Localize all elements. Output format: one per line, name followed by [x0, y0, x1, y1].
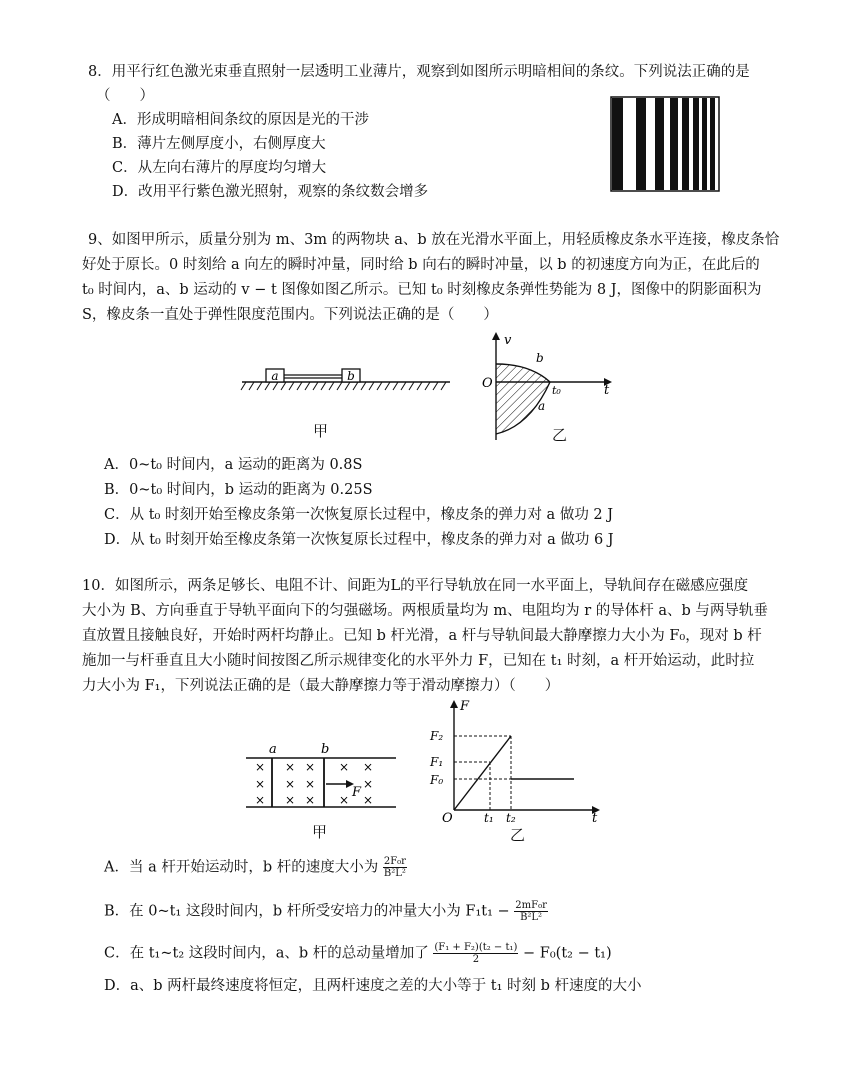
q10-figure-yi-ft-graph	[424, 696, 604, 826]
q9-block-b-label: b	[347, 369, 355, 383]
q9-caption-jia: 甲	[313, 422, 329, 440]
q10-caption-jia: 甲	[312, 823, 328, 841]
q10-option-b-fraction	[514, 900, 548, 923]
q10-field-mark: ×	[304, 793, 316, 807]
fraction-numerator: (F₁ + F₂)(t₂ − t₁)	[434, 942, 518, 953]
q10-field-mark: ×	[254, 777, 266, 791]
q10-field-mark: ×	[362, 777, 374, 791]
fraction-denominator: 2	[472, 954, 480, 965]
q10-option-c-text: C．在 t₁~t₂ 这段时间内，a、b 杆的总动量增加了	[104, 945, 429, 962]
q8-answer-bracket: （ ）	[96, 88, 154, 104]
q10-field-mark: ×	[338, 793, 350, 807]
q10-field-mark: ×	[284, 777, 296, 791]
q9-origin-label: O	[482, 376, 493, 391]
q10-field-mark: ×	[284, 760, 296, 774]
q10-field-mark: ×	[338, 760, 350, 774]
q10-field-mark: ×	[304, 777, 316, 791]
q8-option-d: D．改用平行紫色激光照射，观察的条纹数会增多	[112, 184, 429, 200]
q10-field-mark: ×	[362, 793, 374, 807]
q9-stem-line1: 9、如图甲所示，质量分别为 m、3m 的两物块 a、b 放在光滑水平面上，用轻质橡皮条水平连接，橡皮条恰	[88, 232, 780, 248]
q10-option-d: D．a、b 两杆最终速度将恒定，且两杆速度之差的大小等于 t₁ 时刻 b 杆速度的大小	[104, 978, 642, 994]
q10-force-label: F	[352, 785, 362, 800]
q10-option-c	[104, 942, 612, 965]
q10-f1-label: F₁	[430, 755, 444, 769]
q9-option-b: B．0~t₀ 时间内，b 运动的距离为 0.25S	[104, 482, 373, 498]
q8-option-c: C．从左向右薄片的厚度均匀增大	[112, 160, 327, 176]
q10-option-a	[104, 856, 407, 879]
q9-option-d: D．从 t₀ 时刻开始至橡皮条第一次恢复原长过程中，橡皮条的弹力对 a 做功 6 J	[104, 532, 614, 548]
q9-figure-jia	[236, 360, 456, 400]
q9-option-c: C．从 t₀ 时刻开始至橡皮条第一次恢复原长过程中，橡皮条的弹力对 a 做功 2 J	[104, 507, 614, 523]
q9-option-a: A．0~t₀ 时间内，a 运动的距离为 0.8S	[104, 457, 363, 473]
q10-option-a-fraction	[383, 856, 407, 879]
q9-curve-a-label: a	[538, 399, 546, 413]
q10-stem-line5: 力大小为 F₁，下列说法正确的是（最大静摩擦力等于滑动摩擦力）（ ）	[82, 678, 560, 694]
q10-field-mark: ×	[284, 793, 296, 807]
q9-caption-yi: 乙	[552, 426, 568, 444]
q9-t-axis-label: t	[604, 383, 610, 398]
fraction-numerator: 2mF₀r	[515, 900, 547, 911]
q10-t2-label: t₂	[506, 811, 516, 825]
q10-stem-line4: 施加一与杆垂直且大小随时间按图乙所示规律变化的水平外力 F，已知在 t₁ 时刻，a 杆开始运动，此时拉	[82, 653, 755, 669]
q8-fringe-figure	[610, 96, 720, 192]
q10-t1-label: t₁	[484, 811, 494, 825]
q10-caption-yi: 乙	[510, 826, 526, 844]
fraction-denominator: B²L²	[520, 912, 543, 923]
q10-stem-line2: 大小为 B、方向垂直于导轨平面向下的匀强磁场。两根质量均为 m、电阻均为 r 的导体杆 a、b 与两导轨垂	[82, 603, 768, 619]
q10-t-axis-label: t	[592, 811, 598, 826]
q9-stem-line2: 好处于原长。0 时刻给 a 向左的瞬时冲量，同时给 b 向右的瞬时冲量，以 b 的初速度方向为正，在此后的	[82, 257, 760, 273]
q10-option-c-tail: − F₀(t₂ − t₁)	[523, 945, 612, 962]
q10-rod-b-label: b	[321, 742, 330, 757]
q10-field-mark: ×	[254, 760, 266, 774]
q10-f0-label: F₀	[430, 773, 444, 787]
q9-block-a-label: a	[271, 369, 279, 383]
q10-stem-line3: 直放置且接触良好，开始时两杆均静止。已知 b 杆光滑，a 杆与导轨间最大静摩擦力大小为 F₀，现对 b 杆	[82, 628, 762, 644]
q10-figure-jia-rails	[240, 740, 400, 812]
q10-stem-line1: 10．如图所示，两条足够长、电阻不计、间距为L的平行导轨放在同一水平面上，导轨间存在磁感应强度	[82, 578, 749, 594]
fraction-denominator: B²L²	[383, 868, 406, 879]
q10-f-axis-label: F	[460, 699, 470, 714]
q9-stem-line4: S，橡皮条一直处于弹性限度范围内。下列说法正确的是（ ）	[82, 307, 498, 323]
q9-stem-line3: t₀ 时间内，a、b 运动的 v − t 图像如图乙所示。已知 t₀ 时刻橡皮条弹性势能为 8 J，图像中的阴影面积为	[82, 282, 762, 298]
q10-field-mark: ×	[254, 793, 266, 807]
q9-v-axis-label: v	[504, 333, 512, 348]
fraction-numerator: 2F₀r	[383, 856, 406, 867]
q10-field-mark: ×	[304, 760, 316, 774]
q8-stem-line1: 8．用平行红色激光束垂直照射一层透明工业薄片，观察到如图所示明暗相间的条纹。下列说法正确的是	[88, 64, 750, 80]
q9-curve-b-label: b	[536, 351, 544, 365]
q10-origin-label: O	[442, 811, 453, 826]
q10-option-a-text: A．当 a 杆开始运动时，b 杆的速度大小为	[104, 859, 379, 876]
q10-f2-label: F₂	[430, 729, 444, 743]
q10-option-b-text: B．在 0~t₁ 这段时间内，b 杆所受安培力的冲量大小为 F₁t₁ −	[104, 903, 510, 920]
q8-option-a: A．形成明暗相间条纹的原因是光的干涉	[112, 112, 369, 128]
q9-t0-label: t₀	[552, 384, 561, 397]
q10-option-b	[104, 900, 548, 923]
q10-field-mark: ×	[362, 760, 374, 774]
q9-figure-yi-vt-graph	[476, 330, 626, 445]
q10-option-c-fraction	[433, 942, 518, 965]
q8-option-b: B．薄片左侧厚度小，右侧厚度大	[112, 136, 326, 152]
q10-rod-a-label: a	[269, 742, 277, 757]
